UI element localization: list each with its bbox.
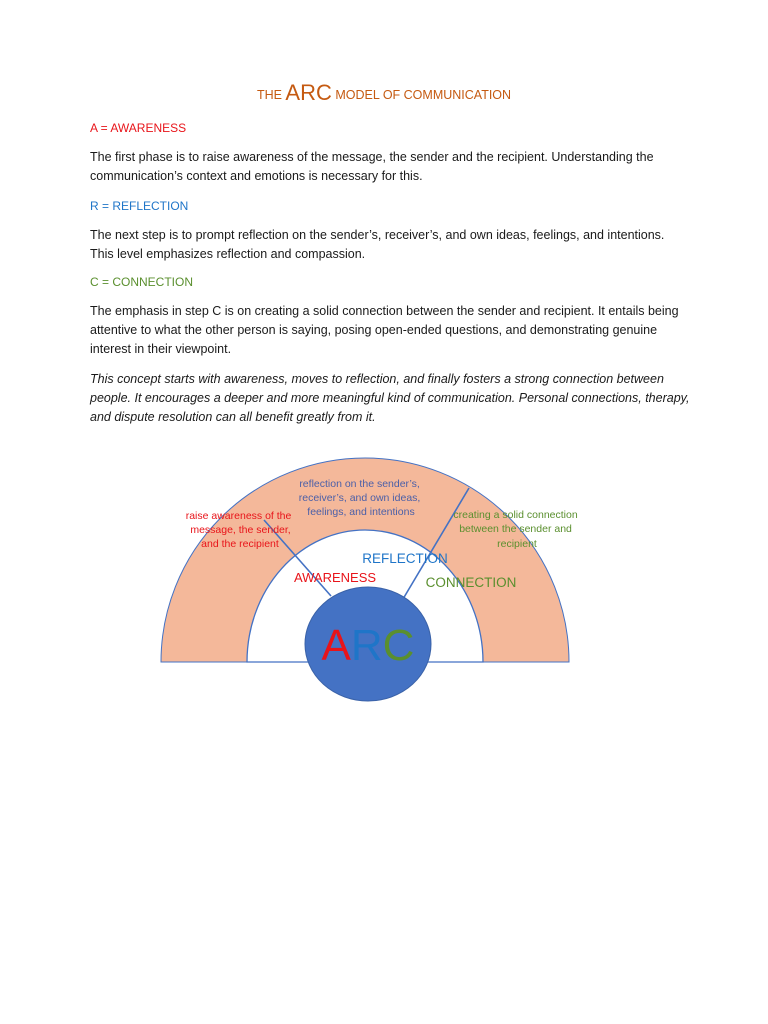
outer-label-reflection: reflection on the sender’s, receiver’s, and own ideas, feelings, and intentions <box>298 478 421 518</box>
connection-paragraph: The emphasis in step C is on creating a solid connection between the sender and recipient. It entails being attentive to what the other person is saying, posing open-ended questions, and demonstrating genuine interest in their viewpoint. <box>90 304 679 356</box>
center-arc-label <box>322 621 415 670</box>
inner-label-connection: CONNECTION <box>425 575 517 590</box>
awareness-heading: A = AWARENESS <box>90 121 187 135</box>
summary-paragraph: This concept starts with awareness, moves to reflection, and finally fosters a strong connection between people. It encourages a deeper and more meaningful kind of communication. Personal connections, therapy, and dispute resolution can all benefit greatly from it. <box>90 372 690 424</box>
awareness-paragraph: The first phase is to raise awareness of the message, the sender and the recipient. Understanding the communication’s context and emotions is necessary for this. <box>90 150 654 183</box>
title-emphasis: ARC <box>285 80 332 105</box>
outer-label-awareness: raise awareness of the message, the sender, and the recipient <box>185 510 292 550</box>
title-suffix: MODEL OF COMMUNICATION <box>335 88 512 102</box>
inner-label-reflection: REFLECTION <box>362 551 448 566</box>
title-prefix: THE <box>256 88 282 102</box>
connection-heading: C = CONNECTION <box>90 275 194 289</box>
center-letter-a: A <box>321 621 351 670</box>
center-letter-c: C <box>382 621 415 670</box>
center-letter-r: R <box>350 621 383 670</box>
outer-label-connection: creating a solid connection between the sender and recipient <box>453 509 578 550</box>
reflection-heading: R = REFLECTION <box>90 199 189 213</box>
inner-label-awareness: AWARENESS <box>293 570 377 585</box>
reflection-paragraph: The next step is to prompt reflection on the sender’s, receiver’s, and own ideas, feelings, and intentions. This level emphasizes reflection and compassion. <box>90 228 665 261</box>
